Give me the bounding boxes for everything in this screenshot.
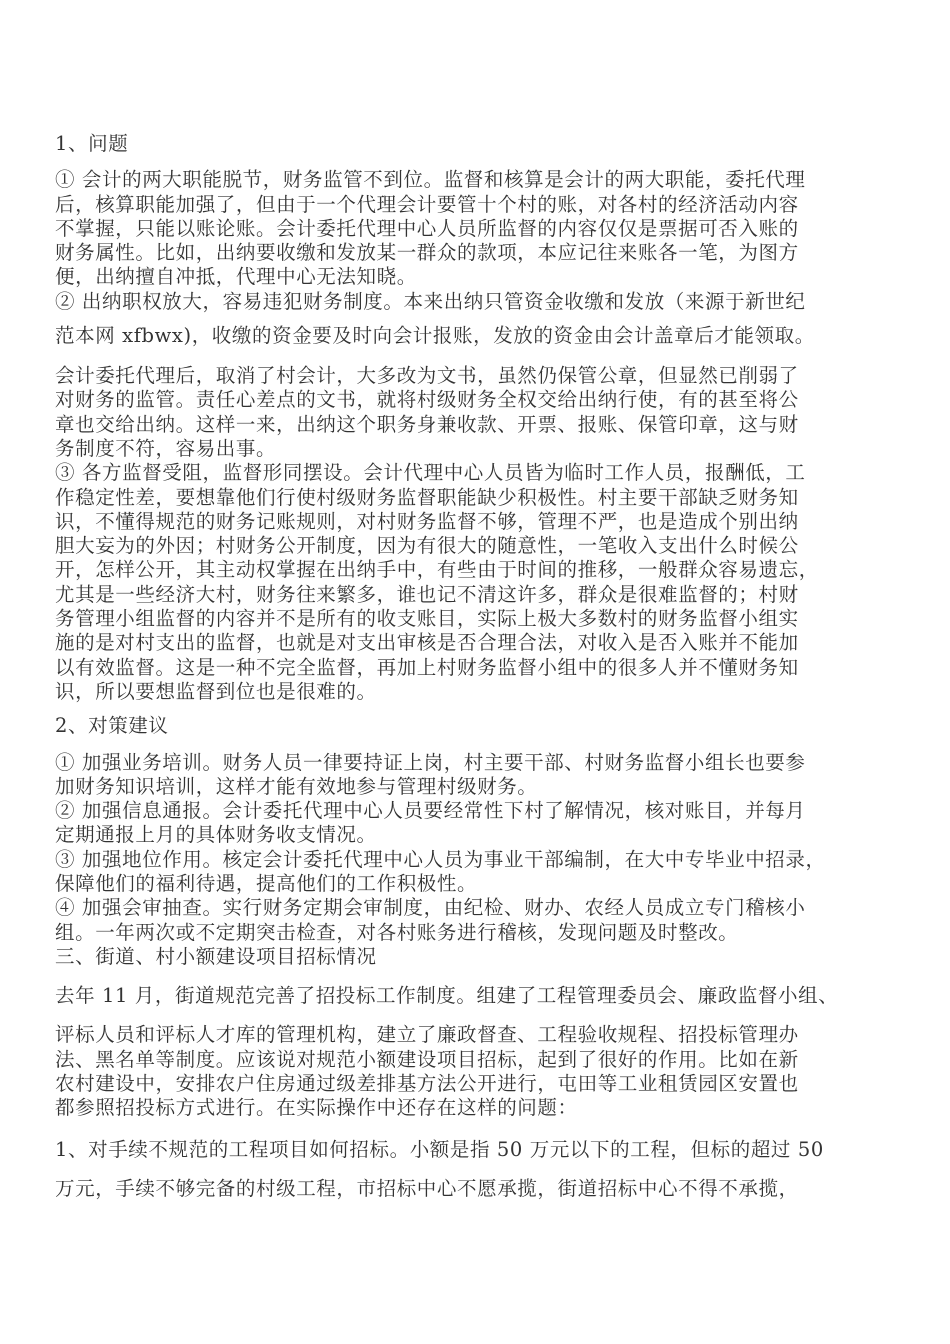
text-line: 定期通报上月的具体财务收支情况。 xyxy=(55,823,377,847)
text-line: 财务属性。比如，出纳要收缴和发放某一群众的款项，本应记往来账各一笔，为图方 xyxy=(55,241,799,265)
text-line: 农村建设中，安排农户住房通过级差排基方法公开进行，屯田等工业租赁园区安置也 xyxy=(55,1071,799,1095)
paragraph-bidding xyxy=(55,1023,898,1120)
text-line: 去年 11 月，街道规范完善了招投标工作制度。组建了工程管理委员会、廉政监督小组、 xyxy=(55,984,839,1008)
text-line: ① 会计的两大职能脱节，财务监管不到位。监督和核算是会计的两大职能，委托代理 xyxy=(55,168,806,192)
text-line: 便，出纳擅自冲抵，代理中心无法知晓。 xyxy=(55,265,417,289)
text-line: 施的是对村支出的监督，也就是对支出审核是否合理合法，对收入是否入账并不能加 xyxy=(55,631,799,655)
text-line: 后，核算职能加强了，但由于一个代理会计要管十个村的账，对各村的经济活动内容 xyxy=(55,192,799,216)
text-line: 以有效监督。这是一种不完全监督，再加上村财务监督小组中的很多人并不懂财务知 xyxy=(55,655,799,679)
text-line: 不掌握，只能以账论账。会计委托代理中心人员所监督的内容仅仅是票据可否入账的 xyxy=(55,216,799,240)
text-line: ③ 加强地位作用。核定会计委托代理中心人员为事业干部编制，在大中专毕业中招录， xyxy=(55,847,826,871)
text-line: 章也交给出纳。这样一来，出纳这个职务身兼收款、开票、报账、保管印章，这与财 xyxy=(55,412,799,436)
text-line: 尤其是一些经济大村，财务往来繁多，谁也记不清这许多，群众是很难监督的；村财 xyxy=(55,582,799,606)
text-line: 会计委托代理后，取消了村会计，大多改为文书，虽然仍保管公章，但显然已削弱了 xyxy=(55,364,799,388)
text-line: 1、对手续不规范的工程项目如何招标。小额是指 50 万元以下的工程，但标的超过 50 xyxy=(55,1138,824,1162)
text-line: 开，怎样公开，其主动权掌握在出纳手中，有些由于时间的推移，一般群众容易遗忘， xyxy=(55,558,819,582)
text-line: 作稳定性差，要想靠他们行使村级财务监督职能缺少积极性。村主要干部缺乏财务知 xyxy=(55,485,799,509)
text-line: 范本网 xfbwx)，收缴的资金要及时向会计报账，发放的资金由会计盖章后才能领取。 xyxy=(55,324,815,348)
section-heading-bidding: 三、街道、村小额建设项目招标情况 xyxy=(55,944,377,968)
text-line: 都参照招投标方式进行。在实际操作中还存在这样的问题： xyxy=(55,1096,578,1120)
text-line: 识，不懂得规范的财务记账规则，对村财务监督不够，管理不严，也是造成个别出纳 xyxy=(55,509,799,533)
section-heading-problems: 1、问题 xyxy=(55,132,129,155)
text-line: 评标人员和评标人才库的管理机构，建立了廉政督查、工程验收规程、招投标管理办 xyxy=(55,1023,799,1047)
text-line: ② 出纳职权放大，容易违犯财务制度。本来出纳只管资金收缴和发放（来源于新世纪 xyxy=(55,289,806,313)
text-line: 法、黑名单等制度。应该说对规范小额建设项目招标，起到了很好的作用。比如在新 xyxy=(55,1047,799,1071)
text-line: ① 加强业务培训。财务人员一律要持证上岗，村主要干部、村财务监督小组长也要参 xyxy=(55,750,806,774)
text-line: ④ 加强会审抽查。实行财务定期会审制度，由纪检、财办、农经人员成立专门稽核小 xyxy=(55,896,806,920)
paragraph-suggestions xyxy=(55,751,898,970)
paragraph-problem-2-3 xyxy=(55,364,898,704)
text-line: ③ 各方监督受阻，监督形同摆设。会计代理中心人员皆为临时工作人员，报酬低，工 xyxy=(55,461,806,485)
text-line: 务管理小组监督的内容并不是所有的收支账目，实际上极大多数村的财务监督小组实 xyxy=(55,607,799,631)
text-line: 加财务知识培训，这样才能有效地参与管理村级财务。 xyxy=(55,774,538,798)
text-line: 万元，手续不够完备的村级工程，市招标中心不愿承揽，街道招标中心不得不承揽， xyxy=(55,1177,799,1201)
section-heading-suggestions: 2、对策建议 xyxy=(55,714,169,738)
text-line: 务制度不符，容易出事。 xyxy=(55,436,277,460)
text-line: ② 加强信息通报。会计委托代理中心人员要经常性下村了解情况，核对账目，并每月 xyxy=(55,799,806,823)
paragraph-problem-1-2 xyxy=(55,168,898,358)
text-line: 组。一年两次或不定期突击检查，对各村账务进行稽核，发现问题及时整改。 xyxy=(55,920,739,944)
text-line: 对财务的监管。责任心差点的文书，就将村级财务全权交给出纳行使，有的甚至将公 xyxy=(55,388,799,412)
text-line: 保障他们的福利待遇，提高他们的工作积极性。 xyxy=(55,872,478,896)
text-line: 识，所以要想监督到位也是很难的。 xyxy=(55,679,377,703)
text-line: 胆大妄为的外因；村财务公开制度，因为有很大的随意性，一笔收入支出什么时候公 xyxy=(55,534,799,558)
